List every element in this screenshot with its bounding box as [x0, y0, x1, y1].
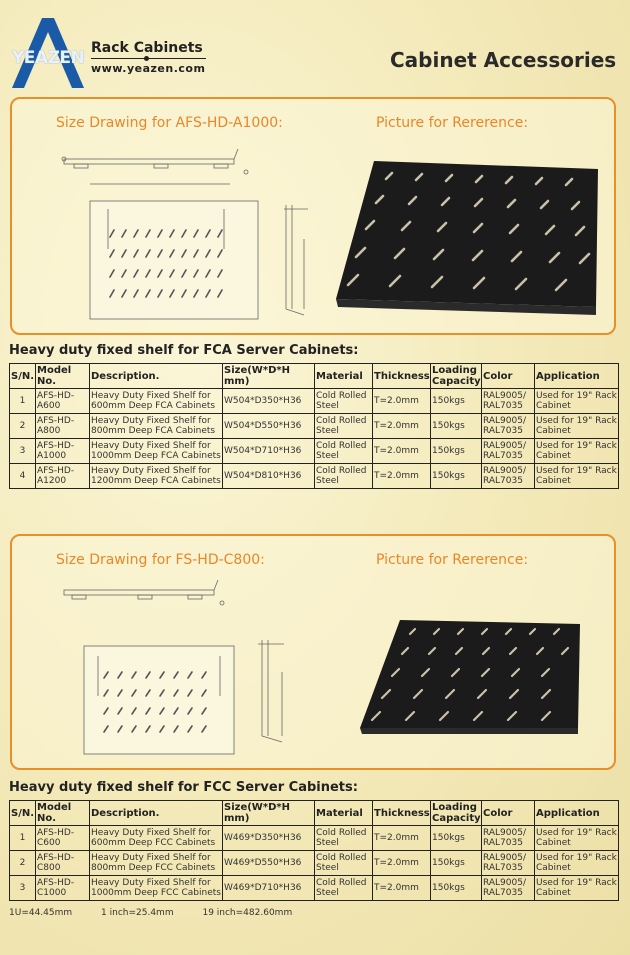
col-header: Size(W*D*H mm): [223, 801, 315, 826]
cell-description: Heavy Duty Fixed Shelf for 600mm Deep FCC Cabinets: [90, 826, 223, 851]
cell-application: Used for 19" Rack Cabinet: [535, 464, 619, 489]
cell-color: RAL9005/ RAL7035: [482, 876, 535, 901]
cell-description: Heavy Duty Fixed Shelf for 800mm Deep FCC Cabinets: [90, 851, 223, 876]
panel-afs-hd-a1000: [10, 97, 616, 335]
cell-description: Heavy Duty Fixed Shelf for 1000mm Deep FCA Cabinets: [90, 439, 223, 464]
col-header: Application: [535, 364, 619, 389]
cell-color: RAL9005/ RAL7035: [482, 464, 535, 489]
table-header-row: [10, 801, 619, 826]
cell-material: Cold Rolled Steel: [315, 414, 373, 439]
cell-sn: 3: [10, 876, 36, 901]
brand-url[interactable]: www.yeazen.com: [91, 62, 206, 75]
cell-application: Used for 19" Rack Cabinet: [535, 414, 619, 439]
cell-sn: 1: [10, 389, 36, 414]
cell-model: AFS-HD-C1000: [36, 876, 90, 901]
cell-sn: 2: [10, 414, 36, 439]
col-header: Description.: [90, 801, 223, 826]
cell-thickness: T=2.0mm: [373, 876, 431, 901]
fcc-section-title: Heavy duty fixed shelf for FCC Server Cabinets:: [9, 780, 358, 795]
col-header: Description.: [90, 364, 223, 389]
cell-sn: 1: [10, 826, 36, 851]
cell-application: Used for 19" Rack Cabinet: [535, 439, 619, 464]
cell-application: Used for 19" Rack Cabinet: [535, 389, 619, 414]
cell-thickness: T=2.0mm: [373, 439, 431, 464]
col-header: Loading Capacity: [432, 802, 481, 824]
picture-label: Picture for Rererence:: [376, 552, 529, 568]
cell-color: RAL9005/ RAL7035: [482, 389, 535, 414]
picture-label: Picture for Rererence:: [376, 115, 529, 131]
drawing-label: Size Drawing for FS-HD-C800:: [56, 552, 265, 568]
cell-sn: 3: [10, 439, 36, 464]
cell-model: AFS-HD-A800: [36, 414, 90, 439]
col-header: Model No.: [36, 364, 90, 389]
cell-size: W504*D710*H36: [223, 439, 315, 464]
cell-material: Cold Rolled Steel: [315, 851, 373, 876]
col-header: S/N.: [10, 801, 36, 826]
cell-sn: 4: [10, 464, 36, 489]
fcc-spec-table: [9, 800, 619, 901]
cell-model: AFS-HD-C600: [36, 826, 90, 851]
col-header: Model No.: [36, 801, 90, 826]
col-header: Application: [535, 801, 619, 826]
col-header: S/N.: [10, 364, 36, 389]
footnote-19inch: 19 inch=482.60mm: [202, 908, 293, 918]
cell-size: W469*D350*H36: [223, 826, 315, 851]
cell-material: Cold Rolled Steel: [315, 439, 373, 464]
cell-material: Cold Rolled Steel: [315, 389, 373, 414]
cell-size: W469*D710*H36: [223, 876, 315, 901]
table-row: [10, 439, 619, 464]
drawing-label: Size Drawing for AFS-HD-A1000:: [56, 115, 283, 131]
brand-divider-dot: [144, 56, 149, 61]
fca-section-title: Heavy duty fixed shelf for FCA Server Cabinets:: [9, 343, 359, 358]
col-header: Size(W*D*H mm): [223, 364, 315, 389]
cell-thickness: T=2.0mm: [373, 851, 431, 876]
cell-model: AFS-HD-A600: [36, 389, 90, 414]
cell-material: Cold Rolled Steel: [315, 876, 373, 901]
cell-capacity: 150kgs: [431, 876, 482, 901]
cell-color: RAL9005/ RAL7035: [482, 826, 535, 851]
col-header: Thickness: [373, 801, 431, 826]
brand-title: Rack Cabinets: [91, 40, 203, 56]
cell-thickness: T=2.0mm: [373, 414, 431, 439]
cell-color: RAL9005/ RAL7035: [482, 439, 535, 464]
cell-model: AFS-HD-A1200: [36, 464, 90, 489]
cell-description: Heavy Duty Fixed Shelf for 600mm Deep FCA Cabinets: [90, 389, 223, 414]
cell-model: AFS-HD-A1000: [36, 439, 90, 464]
cell-capacity: 150kgs: [431, 464, 482, 489]
col-header: Color: [482, 801, 535, 826]
table-row: [10, 876, 619, 901]
cell-capacity: 150kgs: [431, 439, 482, 464]
table-row: [10, 851, 619, 876]
footnote-inch: 1 inch=25.4mm: [101, 908, 174, 918]
cell-model: AFS-HD-C800: [36, 851, 90, 876]
cell-thickness: T=2.0mm: [373, 389, 431, 414]
cell-thickness: T=2.0mm: [373, 464, 431, 489]
cell-capacity: 150kgs: [431, 851, 482, 876]
panel-fs-hd-c800: [10, 534, 616, 770]
table-row: [10, 389, 619, 414]
cell-application: Used for 19" Rack Cabinet: [535, 826, 619, 851]
table-header-row: [10, 364, 619, 389]
fca-spec-table: [9, 363, 619, 489]
col-header: Material: [315, 364, 373, 389]
cell-capacity: 150kgs: [431, 826, 482, 851]
cell-description: Heavy Duty Fixed Shelf for 1000mm Deep FCC Cabinets: [90, 876, 223, 901]
cell-application: Used for 19" Rack Cabinet: [535, 876, 619, 901]
cell-material: Cold Rolled Steel: [315, 826, 373, 851]
cell-sn: 2: [10, 851, 36, 876]
cell-size: W504*D810*H36: [223, 464, 315, 489]
cell-description: Heavy Duty Fixed Shelf for 800mm Deep FCA Cabinets: [90, 414, 223, 439]
size-drawing-c800: [42, 576, 302, 761]
cell-application: Used for 19" Rack Cabinet: [535, 851, 619, 876]
shelf-photo-a1000: [334, 151, 606, 329]
cell-material: Cold Rolled Steel: [315, 464, 373, 489]
col-header: Color: [482, 364, 535, 389]
cell-size: W504*D550*H36: [223, 414, 315, 439]
logo-text: YEAZEN: [12, 48, 85, 68]
table-row: [10, 826, 619, 851]
cell-size: W504*D350*H36: [223, 389, 315, 414]
unit-footnote: [9, 908, 318, 918]
cell-description: Heavy Duty Fixed Shelf for 1200mm Deep FCA Cabinets: [90, 464, 223, 489]
col-header: Loading Capacity: [432, 365, 481, 387]
cell-capacity: 150kgs: [431, 414, 482, 439]
cell-capacity: 150kgs: [431, 389, 482, 414]
table-row: [10, 464, 619, 489]
size-drawing-a1000: [42, 139, 322, 329]
shelf-photo-c800: [358, 616, 584, 736]
col-header: Material: [315, 801, 373, 826]
cell-thickness: T=2.0mm: [373, 826, 431, 851]
table-row: [10, 414, 619, 439]
col-header: Thickness: [373, 364, 431, 389]
cell-color: RAL9005/ RAL7035: [482, 851, 535, 876]
footnote-u: 1U=44.45mm: [9, 908, 73, 918]
cell-size: W469*D550*H36: [223, 851, 315, 876]
cell-color: RAL9005/ RAL7035: [482, 414, 535, 439]
page-title: Cabinet Accessories: [390, 48, 617, 72]
